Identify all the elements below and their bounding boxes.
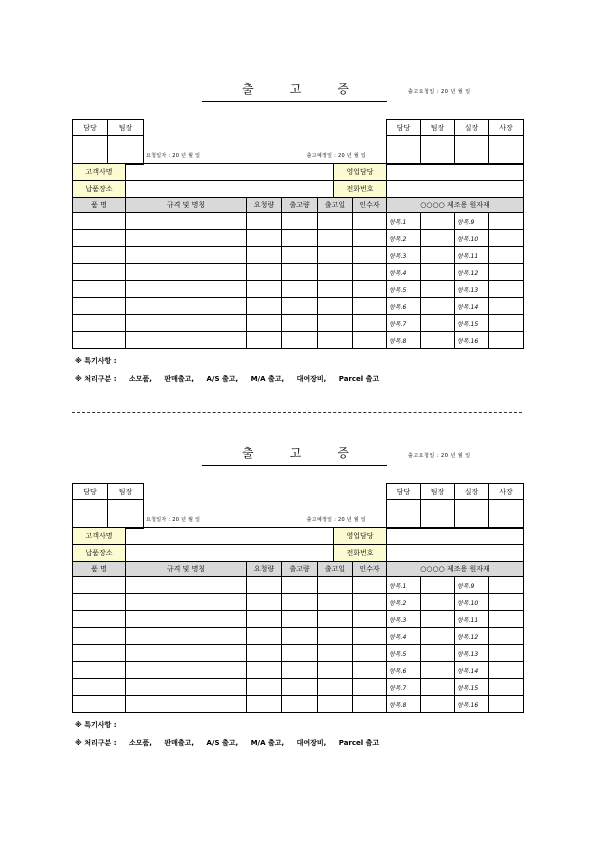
item-cell[interactable] [73,298,126,315]
item-row [73,264,524,281]
item-row [73,696,524,713]
col-header: 품 명 [73,198,126,213]
ship-date: 출고예정일 : 20 년 월 일 [306,152,366,159]
item-cell[interactable] [353,247,387,264]
process-option: A/S 출고, [206,739,239,747]
cut-line-divider [72,412,522,413]
sales-field[interactable] [387,164,524,181]
item-cell[interactable] [489,298,524,315]
item-label-right: 항목.10 [455,230,489,247]
sign-box[interactable] [489,136,524,165]
sign-box[interactable] [455,136,489,165]
col-header: 출고일 [318,562,353,577]
process-label: ※ 처리구분 : [75,375,117,383]
phone-label: 전화번호 [334,545,387,562]
item-label-left: 항목.1 [387,213,421,230]
item-cell[interactable] [247,611,282,628]
item-cell[interactable] [126,594,247,611]
approval-right-3: 실장 [455,484,489,500]
item-cell[interactable] [126,332,247,349]
sign-box[interactable] [73,500,108,529]
item-cell[interactable] [247,679,282,696]
item-label-left: 항목.3 [387,611,421,628]
item-label-right: 항목.15 [455,679,489,696]
sign-box[interactable] [421,500,455,529]
item-row [73,645,524,662]
item-row [73,247,524,264]
shipping-form [72,446,523,766]
col-header: 인수자 [353,562,387,577]
process-line [75,374,389,384]
item-cell[interactable] [282,247,318,264]
item-row [73,332,524,349]
item-cell[interactable] [282,577,318,594]
item-cell[interactable] [421,679,455,696]
item-label-right: 항목.11 [455,247,489,264]
item-label-left: 항목.8 [387,332,421,349]
item-cell[interactable] [247,645,282,662]
sign-box[interactable] [455,500,489,529]
item-cell[interactable] [247,298,282,315]
title-char-3: 증 [337,446,349,460]
request-date: 출고요청일 : 20 년 월 일 [408,453,471,459]
notes-label: ※ 특기사항 : [75,357,117,365]
phone-field[interactable] [387,181,524,198]
customer-field[interactable] [126,528,334,545]
process-option: 소모품, [128,375,152,383]
process-option: 대여장비, [296,375,327,383]
dates-area [144,120,387,165]
item-cell[interactable] [353,662,387,679]
item-cell[interactable] [73,645,126,662]
item-cell[interactable] [353,696,387,713]
item-cell[interactable] [247,315,282,332]
approval-right-2: 팀장 [421,484,455,500]
item-cell[interactable] [353,315,387,332]
item-cell[interactable] [318,577,353,594]
item-cell[interactable] [353,594,387,611]
item-row [73,230,524,247]
item-label-right: 항목.14 [455,298,489,315]
item-cell[interactable] [73,332,126,349]
item-cell[interactable] [282,662,318,679]
sign-box[interactable] [73,136,108,165]
item-cell[interactable] [353,281,387,298]
item-cell[interactable] [126,645,247,662]
col-header: 인수자 [353,198,387,213]
item-cell[interactable] [73,662,126,679]
item-label-left: 항목.8 [387,696,421,713]
item-cell[interactable] [421,332,455,349]
order-date: 요청일자 : 20 년 월 일 [146,516,201,523]
title-char-3: 증 [337,82,349,96]
item-cell[interactable] [247,281,282,298]
item-cell[interactable] [489,264,524,281]
col-header: 출고량 [282,562,318,577]
item-row [73,662,524,679]
item-row [73,281,524,298]
item-cell[interactable] [421,230,455,247]
process-label: ※ 처리구분 : [75,739,117,747]
item-cell[interactable] [282,611,318,628]
item-label-right: 항목.16 [455,332,489,349]
info-table [72,163,524,198]
col-header: ○○○○ 제조용 원자재 [387,198,524,213]
item-cell[interactable] [318,298,353,315]
item-cell[interactable] [318,332,353,349]
item-cell[interactable] [489,611,524,628]
form-title [202,82,387,102]
item-cell[interactable] [489,315,524,332]
item-cell[interactable] [282,332,318,349]
customer-field[interactable] [126,164,334,181]
item-row [73,628,524,645]
process-option: M/A 출고, [250,739,285,747]
item-cell[interactable] [421,247,455,264]
item-label-right: 항목.15 [455,315,489,332]
ship-date: 출고예정일 : 20 년 월 일 [306,516,366,523]
approval-right-2: 팀장 [421,120,455,136]
item-cell[interactable] [247,577,282,594]
item-cell[interactable] [489,281,524,298]
item-cell[interactable] [282,628,318,645]
item-cell[interactable] [353,298,387,315]
item-label-right: 항목.13 [455,281,489,298]
item-cell[interactable] [318,679,353,696]
item-label-left: 항목.6 [387,662,421,679]
item-cell[interactable] [421,315,455,332]
item-cell[interactable] [282,679,318,696]
items-table [72,561,524,713]
item-label-left: 항목.2 [387,230,421,247]
item-cell[interactable] [421,611,455,628]
item-cell[interactable] [353,577,387,594]
item-cell[interactable] [353,332,387,349]
item-label-right: 항목.12 [455,628,489,645]
col-header: 요청량 [247,562,282,577]
approval-right-1: 담당 [387,120,421,136]
item-cell[interactable] [318,230,353,247]
sign-box[interactable] [387,136,421,165]
item-label-left: 항목.3 [387,247,421,264]
item-cell[interactable] [318,628,353,645]
item-cell[interactable] [489,577,524,594]
item-cell[interactable] [489,213,524,230]
item-cell[interactable] [318,645,353,662]
item-label-left: 항목.1 [387,577,421,594]
title-char-1: 출 [242,446,254,460]
sign-box[interactable] [421,136,455,165]
process-option: Parcel 출고 [338,375,380,383]
item-cell[interactable] [421,213,455,230]
notes-line [75,356,127,366]
item-row [73,577,524,594]
delivery-label: 납품장소 [73,545,126,562]
item-cell[interactable] [282,696,318,713]
approval-right-1: 담당 [387,484,421,500]
sign-box[interactable] [387,500,421,529]
items-table [72,197,524,349]
sign-box[interactable] [108,500,144,529]
item-cell[interactable] [247,594,282,611]
item-cell[interactable] [489,679,524,696]
item-cell[interactable] [421,298,455,315]
approval-left-2: 팀장 [108,120,144,136]
item-cell[interactable] [353,264,387,281]
item-cell[interactable] [247,662,282,679]
shipping-form [72,82,523,402]
item-cell[interactable] [73,594,126,611]
item-cell[interactable] [282,315,318,332]
phone-field[interactable] [387,545,524,562]
item-cell[interactable] [73,230,126,247]
item-row [73,611,524,628]
item-cell[interactable] [353,213,387,230]
item-cell[interactable] [421,662,455,679]
process-option: 소모품, [128,739,152,747]
sales-label: 영업담당 [334,164,387,181]
item-label-right: 항목.11 [455,611,489,628]
process-option: Parcel 출고 [338,739,380,747]
approval-left-1: 담당 [73,484,108,500]
item-cell[interactable] [247,230,282,247]
item-cell[interactable] [126,577,247,594]
item-cell[interactable] [318,696,353,713]
item-cell[interactable] [73,696,126,713]
item-label-right: 항목.9 [455,213,489,230]
delivery-field[interactable] [126,545,334,562]
item-label-left: 항목.5 [387,281,421,298]
item-label-left: 항목.7 [387,679,421,696]
process-option: M/A 출고, [250,375,285,383]
item-label-left: 항목.4 [387,628,421,645]
sales-label: 영업담당 [334,528,387,545]
item-row [73,679,524,696]
process-option: 판매출고, [164,375,195,383]
delivery-field[interactable] [126,181,334,198]
item-cell[interactable] [126,662,247,679]
item-cell[interactable] [353,230,387,247]
item-label-left: 항목.6 [387,298,421,315]
item-cell[interactable] [421,577,455,594]
item-cell[interactable] [489,332,524,349]
item-cell[interactable] [247,264,282,281]
item-label-right: 항목.10 [455,594,489,611]
item-cell[interactable] [126,213,247,230]
approval-left-2: 팀장 [108,484,144,500]
item-cell[interactable] [489,662,524,679]
item-cell[interactable] [126,628,247,645]
item-cell[interactable] [126,611,247,628]
item-cell[interactable] [126,247,247,264]
item-cell[interactable] [126,696,247,713]
item-row [73,298,524,315]
process-line [75,738,389,748]
item-cell[interactable] [318,264,353,281]
col-header: 출고량 [282,198,318,213]
item-cell[interactable] [421,281,455,298]
col-header: 규격 및 명칭 [126,198,247,213]
item-cell[interactable] [126,230,247,247]
phone-label: 전화번호 [334,181,387,198]
item-cell[interactable] [421,594,455,611]
approval-left-1: 담당 [73,120,108,136]
item-cell[interactable] [247,332,282,349]
approval-right-3: 실장 [455,120,489,136]
item-cell[interactable] [353,628,387,645]
item-cell[interactable] [318,315,353,332]
item-cell[interactable] [318,611,353,628]
title-char-2: 고 [289,446,302,460]
info-table [72,527,524,562]
sign-box[interactable] [489,500,524,529]
item-cell[interactable] [247,696,282,713]
item-label-right: 항목.14 [455,662,489,679]
item-cell[interactable] [126,298,247,315]
title-char-2: 고 [289,82,302,96]
item-label-right: 항목.12 [455,264,489,281]
item-cell[interactable] [247,247,282,264]
item-cell[interactable] [73,264,126,281]
notes-label: ※ 특기사항 : [75,721,117,729]
item-cell[interactable] [73,577,126,594]
form-title [202,446,387,466]
sales-field[interactable] [387,528,524,545]
item-cell[interactable] [421,628,455,645]
item-cell[interactable] [73,679,126,696]
item-label-left: 항목.2 [387,594,421,611]
item-label-left: 항목.7 [387,315,421,332]
item-cell[interactable] [318,662,353,679]
item-cell[interactable] [247,213,282,230]
approval-table [72,483,524,529]
customer-label: 고객사명 [73,528,126,545]
col-header: ○○○○ 제조용 원자재 [387,562,524,577]
notes-line [75,720,127,730]
item-cell[interactable] [73,611,126,628]
process-option: 대여장비, [296,739,327,747]
item-cell[interactable] [126,315,247,332]
item-cell[interactable] [353,645,387,662]
item-cell[interactable] [318,247,353,264]
item-cell[interactable] [282,230,318,247]
item-cell[interactable] [73,315,126,332]
item-cell[interactable] [353,611,387,628]
item-row [73,594,524,611]
item-cell[interactable] [421,696,455,713]
item-cell[interactable] [282,281,318,298]
customer-label: 고객사명 [73,164,126,181]
item-cell[interactable] [73,247,126,264]
item-cell[interactable] [318,213,353,230]
item-cell[interactable] [353,679,387,696]
item-cell[interactable] [489,594,524,611]
item-cell[interactable] [489,247,524,264]
approval-right-4: 사장 [489,120,524,136]
item-cell[interactable] [489,696,524,713]
process-option: 판매출고, [164,739,195,747]
item-cell[interactable] [126,264,247,281]
item-cell[interactable] [489,628,524,645]
approval-table [72,119,524,165]
item-cell[interactable] [247,628,282,645]
col-header: 요청량 [247,198,282,213]
dates-area [144,484,387,529]
col-header: 출고일 [318,198,353,213]
request-date: 출고요청일 : 20 년 월 일 [408,89,471,95]
item-row [73,213,524,230]
item-cell[interactable] [318,594,353,611]
item-cell[interactable] [126,679,247,696]
item-cell[interactable] [282,264,318,281]
item-label-right: 항목.13 [455,645,489,662]
item-cell[interactable] [489,230,524,247]
item-cell[interactable] [282,213,318,230]
item-cell[interactable] [282,298,318,315]
sign-box[interactable] [108,136,144,165]
delivery-label: 납품장소 [73,181,126,198]
item-cell[interactable] [421,645,455,662]
item-label-left: 항목.5 [387,645,421,662]
col-header: 품 명 [73,562,126,577]
order-date: 요청일자 : 20 년 월 일 [146,152,201,159]
approval-right-4: 사장 [489,484,524,500]
item-cell[interactable] [489,645,524,662]
item-row [73,315,524,332]
item-cell[interactable] [73,628,126,645]
item-cell[interactable] [421,264,455,281]
item-label-right: 항목.16 [455,696,489,713]
item-cell[interactable] [73,281,126,298]
item-cell[interactable] [126,281,247,298]
item-cell[interactable] [282,645,318,662]
item-cell[interactable] [318,281,353,298]
item-cell[interactable] [282,594,318,611]
item-cell[interactable] [73,213,126,230]
col-header: 규격 및 명칭 [126,562,247,577]
title-char-1: 출 [242,82,254,96]
item-label-right: 항목.9 [455,577,489,594]
process-option: A/S 출고, [206,375,239,383]
item-label-left: 항목.4 [387,264,421,281]
